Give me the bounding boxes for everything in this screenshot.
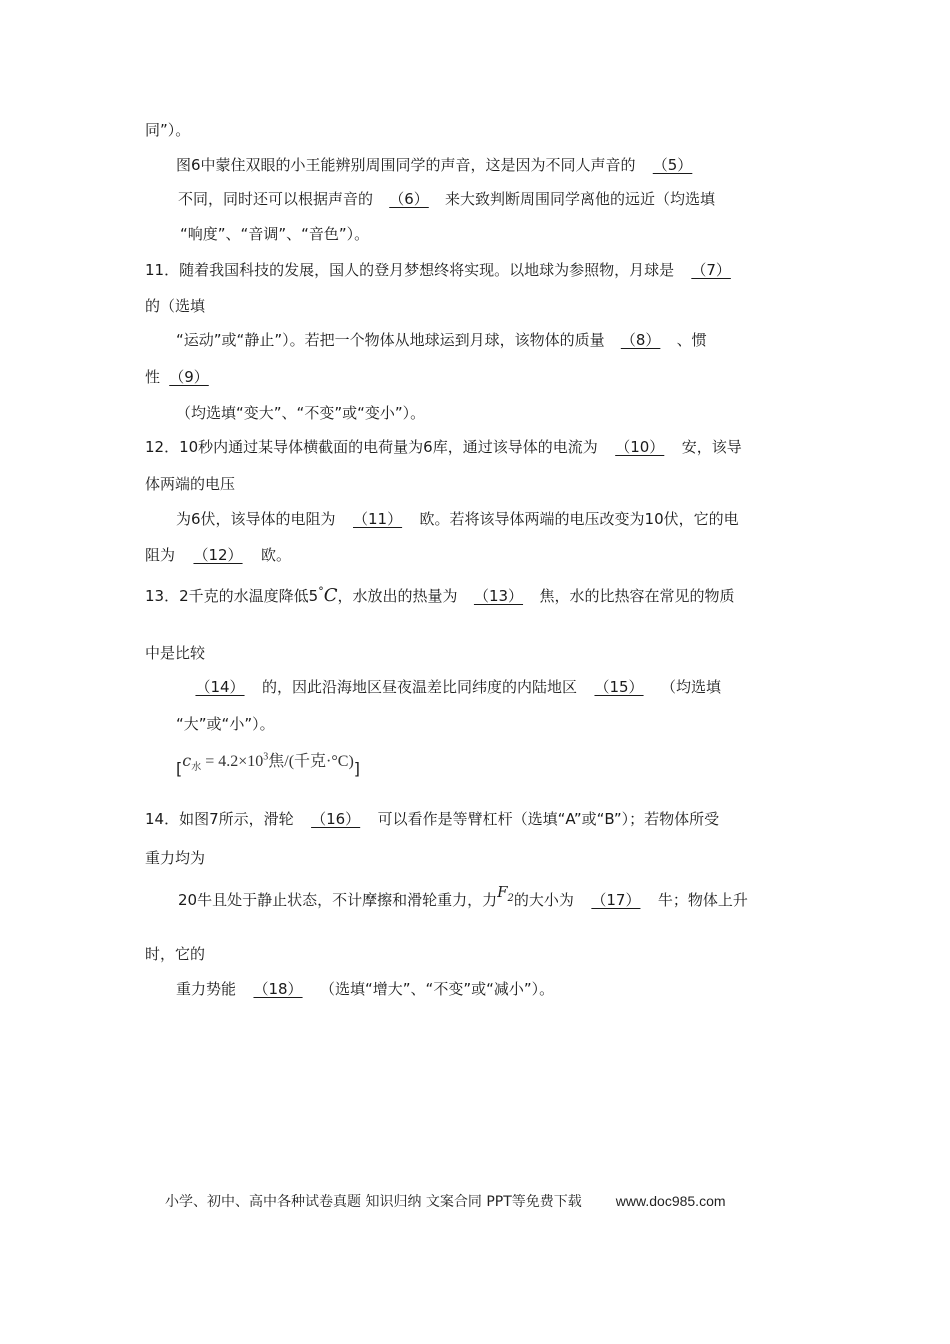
text: 时，它的 xyxy=(145,945,206,963)
text: 为6伏，该导体的电阻为 xyxy=(176,510,336,528)
text: “运动”或“静止”）。若把一个物体从地球运到月球，该物体的质量 xyxy=(176,331,605,349)
text-line xyxy=(145,474,235,494)
text: 的，因此沿海地区昼夜温差比同纬度的内陆地区 xyxy=(262,678,578,696)
text: 不同，同时还可以根据声音的 xyxy=(178,190,374,208)
blank-10: （10） xyxy=(615,438,665,456)
text: 同”）。 xyxy=(145,121,191,139)
text: 牛；物体上升 xyxy=(657,891,748,909)
text: 11．随着我国科技的发展，国人的登月梦想终将实现。以地球为参照物，月球是 xyxy=(145,261,675,279)
blank-13: （13） xyxy=(473,587,524,605)
blank-9: （9） xyxy=(169,368,209,386)
text-line xyxy=(145,643,205,663)
blank-17: （17） xyxy=(591,891,641,909)
text: （均选填 xyxy=(661,678,722,696)
text-line xyxy=(176,509,739,529)
text-line xyxy=(145,848,205,868)
text: c xyxy=(182,751,192,771)
text: 可以看作是等臂杠杆（选填“A”或“B”）；若物体所受 xyxy=(377,810,720,828)
text: 阻为 xyxy=(145,546,176,564)
text-line xyxy=(180,224,369,244)
text: 的大小为 xyxy=(513,891,574,909)
text-line xyxy=(145,545,291,565)
text: 焦，水的比热容在常见的物质 xyxy=(539,587,735,605)
text-line xyxy=(145,367,218,387)
text: 14．如图7所示，滑轮 xyxy=(145,810,294,828)
text: 来大致判断周围同学离他的远近（均选填 xyxy=(445,190,716,208)
text: （选填“增大”、“不变”或“减小”）。 xyxy=(320,980,555,998)
text-line xyxy=(178,189,715,209)
text-line xyxy=(145,809,719,829)
text: “大”或“小”）。 xyxy=(176,715,275,733)
text: 欧。若将该导体两端的电压改变为10伏，它的电 xyxy=(419,510,739,528)
text-line xyxy=(145,260,748,280)
blank-12: （12） xyxy=(193,546,243,564)
blank-11: （11） xyxy=(353,510,403,528)
text: “响度”、“音调”、“音色”）。 xyxy=(180,225,370,243)
text: 安，该导 xyxy=(681,438,742,456)
text-line xyxy=(145,944,205,964)
footer-text: 小学、初中、高中各种试卷真题 知识归纳 文案合同 PPT等免费下载 xyxy=(165,1194,582,1210)
text-line xyxy=(176,714,275,734)
text: 13．2千克的水温度降低5 xyxy=(145,587,319,605)
celsius-symbol: C xyxy=(323,585,338,606)
text: 焦/(千克·°C) xyxy=(268,753,354,771)
text: （均选填“变大”、“不变”或“变小”）。 xyxy=(176,404,426,422)
text: 重力势能 xyxy=(176,980,237,998)
blank-16: （16） xyxy=(311,810,361,828)
text: 图6中蒙住双眼的小王能辨别周围同学的声音，这是因为不同人声音的 xyxy=(176,156,636,174)
text-line xyxy=(176,979,554,999)
text: ，水放出的热量为 xyxy=(337,587,458,605)
text: 性 xyxy=(145,368,161,386)
text: = 4.2×10 xyxy=(201,753,264,771)
text-line xyxy=(145,296,205,316)
page-footer xyxy=(165,1192,726,1211)
text-line xyxy=(178,883,748,917)
footer-url[interactable]: www.doc985.com xyxy=(615,1193,726,1209)
specific-heat-formula: [$c_水 = 4.2\times 10^3$焦/(千克·°C)] xyxy=(176,751,361,779)
text-line xyxy=(176,403,425,423)
text: 3 xyxy=(263,752,269,763)
text: 欧。 xyxy=(261,546,292,564)
text-line xyxy=(176,155,710,175)
text: 体两端的电压 xyxy=(145,475,236,493)
blank-8: （8） xyxy=(620,331,661,349)
text: 20牛且处于静止状态，不计摩擦和滑轮重力，力 xyxy=(178,891,498,909)
blank-7: （7） xyxy=(691,261,731,279)
text: 重力均为 xyxy=(145,849,206,867)
text-line xyxy=(145,437,742,457)
blank-18: （18） xyxy=(253,980,303,998)
text-line xyxy=(176,330,707,350)
text: 12．10秒内通过某导体横截面的电荷量为6库，通过该导体的电流为 xyxy=(145,438,598,456)
blank-5: （5） xyxy=(652,156,693,174)
blank-15: （15） xyxy=(594,678,644,696)
text-line xyxy=(145,120,190,140)
text-line xyxy=(178,677,721,697)
text: 水 xyxy=(191,762,202,774)
text-line: 13．2千克的水温度降低5°C，水放出的热量为 （13） 焦，水的比热容在常见的物质 xyxy=(145,585,735,606)
text: 的（选填 xyxy=(145,297,206,315)
text: 中是比较 xyxy=(145,644,206,662)
text: 2 xyxy=(507,893,514,904)
blank-14: （14） xyxy=(195,678,245,696)
force-symbol: F xyxy=(497,883,508,901)
blank-6: （6） xyxy=(389,190,429,208)
text: 、惯 xyxy=(676,331,707,349)
